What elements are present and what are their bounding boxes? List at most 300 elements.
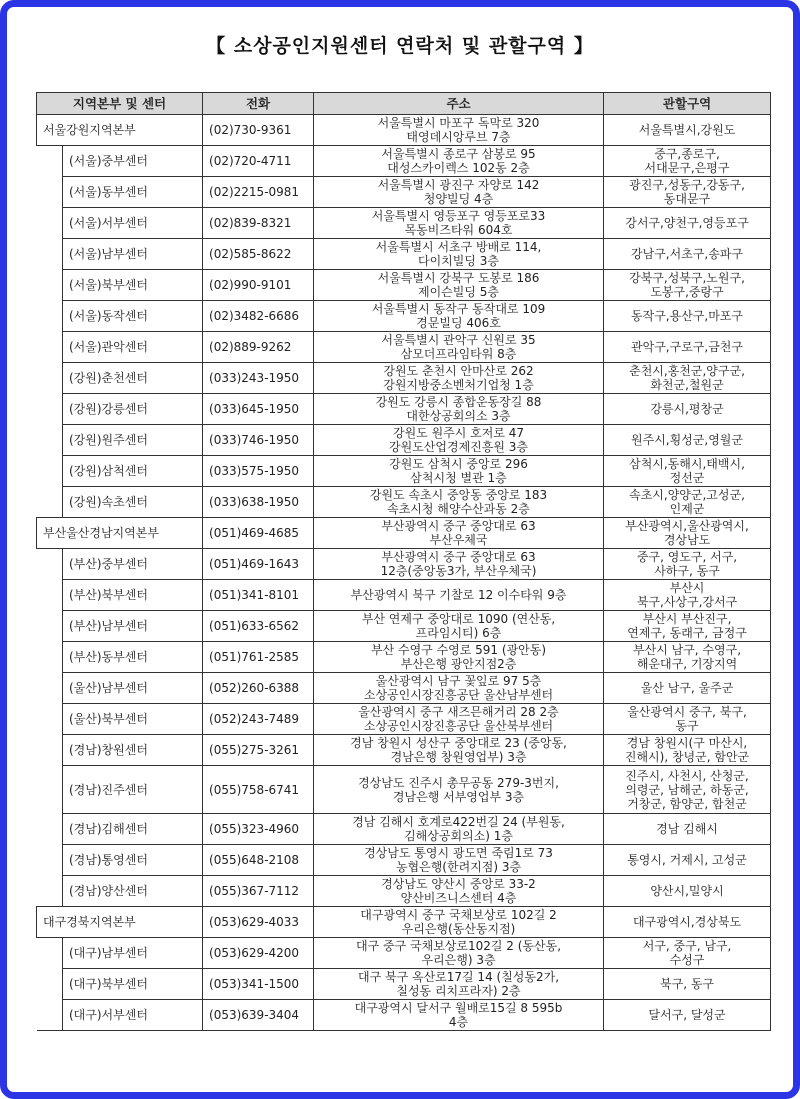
indent-spacer (37, 845, 63, 876)
address-line-2: 경문빌딩 406호 (416, 316, 501, 330)
center-name (63, 270, 203, 301)
center-name-text: (대구)북부센터 (69, 977, 148, 991)
address (314, 239, 604, 270)
center-name-text: (대구)남부센터 (69, 946, 148, 960)
table-row (37, 456, 771, 487)
phone-text: (02)720-4711 (209, 154, 292, 168)
phone-text: (02)730-9361 (209, 123, 292, 137)
indent-spacer (37, 704, 63, 735)
address-line-1: 서울특별시 마포구 독막로 320 (377, 116, 540, 130)
jurisdiction (604, 642, 771, 673)
address-line-1: 부산 수영구 수영로 591 (광안동) (370, 643, 547, 657)
address-line-1: 서울특별시 영등포구 영등포로33 (371, 209, 546, 223)
table-row (37, 394, 771, 425)
center-name (63, 876, 203, 907)
table-row (37, 704, 771, 735)
center-name-text: (강원)원주센터 (69, 433, 148, 447)
center-name-text: (서울)관악센터 (69, 340, 148, 354)
jurisdiction-line-1: 동작구,용산구,마포구 (631, 309, 743, 323)
center-name-text: (서울)동부센터 (69, 185, 148, 199)
indent-spacer (37, 642, 63, 673)
table-row (37, 518, 771, 549)
address (314, 394, 604, 425)
address-line-1: 울산광역시 중구 새즈믄해거리 28 2층 (358, 705, 559, 719)
indent-spacer (37, 969, 63, 1000)
center-name-text: (울산)남부센터 (69, 681, 148, 695)
center-name (63, 456, 203, 487)
address (314, 270, 604, 301)
jurisdiction (604, 580, 771, 611)
phone-text: (055)367-7112 (209, 884, 300, 898)
center-name-text: (강원)속초센터 (69, 495, 148, 509)
center-name (63, 845, 203, 876)
center-name (63, 332, 203, 363)
jurisdiction (604, 394, 771, 425)
table-row (37, 332, 771, 363)
center-name-text: (경남)통영센터 (69, 853, 148, 867)
jurisdiction (604, 1000, 771, 1031)
address-line-2: 프라임시티) 6층 (415, 626, 502, 640)
jurisdiction (604, 549, 771, 580)
table-row (37, 642, 771, 673)
address-line-1: 경상남도 통영시 광도면 죽림1로 73 (364, 846, 553, 860)
jurisdiction-line-2: 정선군 (669, 471, 705, 485)
jurisdiction (604, 907, 771, 938)
address-line-2: 양산비즈니스센터 4층 (400, 891, 517, 905)
phone-text: (033)575-1950 (209, 464, 300, 478)
table-row (37, 270, 771, 301)
jurisdiction (604, 115, 771, 146)
hq-name-text: 대구경북지역본부 (43, 915, 136, 929)
address-line-1: 부산광역시 중구 중앙대로 63 (381, 550, 536, 564)
regional-hq-name (37, 907, 203, 938)
header-center: 지역본부 및 센터 (37, 93, 203, 115)
phone-number (203, 735, 314, 766)
phone-text: (02)889-9262 (209, 340, 292, 354)
phone-number (203, 938, 314, 969)
jurisdiction-line-1: 경남 김해시 (656, 822, 718, 836)
hq-name-text: 부산울산경남지역본부 (43, 526, 159, 540)
center-name (63, 611, 203, 642)
jurisdiction (604, 146, 771, 177)
address-line-2: 태영데시앙루브 7층 (406, 130, 511, 144)
table-row (37, 208, 771, 239)
address (314, 876, 604, 907)
phone-text: (052)260-6388 (209, 681, 300, 695)
phone-text: (02)2215-0981 (209, 185, 300, 199)
address-line-1: 강원도 강릉시 종합운동장길 88 (375, 395, 542, 409)
jurisdiction-line-1: 원주시,횡성군,영월군 (631, 433, 743, 447)
center-name (63, 146, 203, 177)
phone-text: (053)629-4200 (209, 946, 300, 960)
jurisdiction-line-1: 진주시, 사천시, 산청군, (625, 768, 749, 783)
phone-text: (051)469-1643 (209, 557, 300, 571)
indent-spacer (37, 332, 63, 363)
center-name-text: (서울)동작센터 (69, 309, 148, 323)
jurisdiction (604, 208, 771, 239)
indent-spacer (37, 301, 63, 332)
indent-spacer (37, 146, 63, 177)
address (314, 938, 604, 969)
table-body (37, 115, 771, 1031)
table-row (37, 876, 771, 907)
phone-text: (051)341-8101 (209, 588, 300, 602)
address-line-2: 우리은행(동산동지점) (401, 922, 516, 936)
center-name-text: (서울)서부센터 (69, 216, 148, 230)
table-row (37, 115, 771, 146)
address-line-1: 강원도 속초시 중앙동 중앙로 183 (369, 488, 548, 502)
table-row (37, 487, 771, 518)
table-header-row (37, 93, 771, 115)
address-line-2: 부산우체국 (429, 533, 488, 547)
table-row (37, 580, 771, 611)
phone-text: (055)323-4960 (209, 822, 300, 836)
address (314, 845, 604, 876)
jurisdiction-line-1: 부산시 남구, 수영구, (633, 643, 742, 657)
address-line-1: 경남 창원시 성산구 중앙대로 23 (중앙동, (350, 736, 567, 750)
address (314, 673, 604, 704)
address-line-2: 농협은행(한려지점) 3층 (395, 860, 522, 874)
indent-spacer (37, 456, 63, 487)
center-name-text: (부산)동부센터 (69, 650, 148, 664)
jurisdiction (604, 425, 771, 456)
indent-spacer (37, 487, 63, 518)
phone-text: (051)633-6562 (209, 619, 300, 633)
jurisdiction-line-2: 동대문구 (663, 192, 711, 206)
phone-text: (055)275-3261 (209, 743, 300, 757)
address-line-1: 대구 북구 옥산로17길 14 (칠성동2가, (357, 970, 560, 984)
center-name (63, 177, 203, 208)
jurisdiction (604, 876, 771, 907)
address (314, 814, 604, 845)
phone-text: (052)243-7489 (209, 712, 300, 726)
jurisdiction (604, 301, 771, 332)
address (314, 208, 604, 239)
address-line-1: 대구광역시 달서구 월배로15길 8 595b (354, 1001, 563, 1015)
center-name-text: (강원)삼척센터 (69, 464, 148, 478)
jurisdiction-line-1: 서울특별시,강원도 (638, 123, 736, 137)
phone-text: (053)629-4033 (209, 915, 300, 929)
phone-number (203, 332, 314, 363)
phone-number (203, 146, 314, 177)
jurisdiction (604, 735, 771, 766)
indent-spacer (37, 270, 63, 301)
center-name-text: (부산)남부센터 (69, 619, 148, 633)
jurisdiction-line-1: 대구광역시,경상북도 (632, 915, 742, 929)
jurisdiction (604, 518, 771, 549)
address-line-1: 서울특별시 강북구 도봉로 186 (377, 271, 540, 285)
jurisdiction-line-1: 중구,종로구, (654, 147, 720, 161)
phone-number (203, 301, 314, 332)
phone-number (203, 394, 314, 425)
jurisdiction (604, 487, 771, 518)
page-title: 【 소상공인지원센터 연락처 및 관할구역 】 (206, 35, 594, 57)
center-name (63, 642, 203, 673)
jurisdiction-line-1: 광진구,성동구,강동구, (629, 178, 745, 192)
address-line-1: 대구광역시 중구 국채보상로 102길 2 (360, 908, 557, 922)
center-name (63, 704, 203, 735)
address-line-1: 강원도 삼척시 중앙로 296 (389, 457, 528, 471)
phone-text: (053)341-1500 (209, 977, 300, 991)
center-name-text: (서울)중부센터 (69, 154, 148, 168)
address-line-1: 서울특별시 서초구 방배로 114, (375, 240, 542, 254)
jurisdiction-line-2: 북구,사상구,강서구 (636, 595, 738, 609)
address (314, 518, 604, 549)
indent-spacer (37, 1000, 63, 1031)
jurisdiction-line-2: 사하구, 동구 (654, 564, 720, 578)
jurisdiction (604, 673, 771, 704)
phone-number (203, 518, 314, 549)
address-line-2: 경남은행 서부영업부 3층 (392, 789, 525, 804)
address-line-2: 강원도산업경제진흥원 3층 (389, 440, 528, 454)
table-row (37, 1000, 771, 1031)
table-row (37, 907, 771, 938)
indent-spacer (37, 673, 63, 704)
jurisdiction-line-1: 서구, 중구, 남구, (642, 939, 732, 953)
indent-spacer (37, 735, 63, 766)
indent-spacer (37, 876, 63, 907)
phone-number (203, 363, 314, 394)
jurisdiction-line-1: 삼척시,동해시,태백시, (629, 457, 745, 471)
center-name-text: (울산)북부센터 (69, 712, 148, 726)
address-line-1: 서울특별시 동작구 동작대로 109 (371, 302, 546, 316)
address-line-1: 울산광역시 남구 꽃잎로 97 5층 (375, 674, 542, 688)
address-line-2: 소상공인시장진흥공단 울산북부센터 (363, 719, 554, 733)
header-jurisdiction: 관할구역 (604, 93, 771, 115)
center-name (63, 580, 203, 611)
center-name-text: (강원)강릉센터 (69, 402, 148, 416)
jurisdiction-line-1: 경남 창원시(구 마산시, (626, 736, 748, 750)
jurisdiction (604, 814, 771, 845)
header-address: 주소 (314, 93, 604, 115)
center-name (63, 549, 203, 580)
table-row (37, 766, 771, 814)
jurisdiction-line-3: 거창군, 함양군, 합천군 (627, 796, 747, 811)
header-phone: 전화 (203, 93, 314, 115)
indent-spacer (37, 363, 63, 394)
jurisdiction (604, 611, 771, 642)
center-name (63, 1000, 203, 1031)
indent-spacer (37, 425, 63, 456)
contact-table (36, 92, 771, 1031)
address-line-1: 경상남도 진주시 총무공동 279-3번지, (358, 775, 559, 790)
address (314, 735, 604, 766)
phone-text: (02)3482-6686 (209, 309, 300, 323)
indent-spacer (37, 580, 63, 611)
indent-spacer (37, 611, 63, 642)
jurisdiction-line-1: 달서구, 달성군 (648, 1008, 726, 1022)
phone-number (203, 907, 314, 938)
jurisdiction-line-1: 관악구,구로구,금천구 (631, 340, 743, 354)
address-line-1: 서울특별시 관악구 신원로 35 (381, 333, 536, 347)
regional-hq-name (37, 115, 203, 146)
center-name (63, 394, 203, 425)
jurisdiction-line-1: 강릉시,평창군 (650, 402, 724, 416)
address-line-2: 제이슨빌딩 5층 (418, 285, 500, 299)
indent-spacer (37, 938, 63, 969)
address-line-2: 대성스카이렉스 102동 2층 (387, 161, 530, 175)
center-name-text: (서울)남부센터 (69, 247, 148, 261)
address (314, 301, 604, 332)
address-line-2: 강원지방중소벤처기업청 1층 (383, 378, 534, 392)
phone-number (203, 704, 314, 735)
jurisdiction-line-1: 중구, 영도구, 서구, (636, 550, 738, 564)
address (314, 907, 604, 938)
phone-number (203, 969, 314, 1000)
jurisdiction (604, 177, 771, 208)
jurisdiction-line-1: 통영시, 거제시, 고성군 (627, 853, 747, 867)
phone-number (203, 1000, 314, 1031)
indent-spacer (37, 394, 63, 425)
center-name-text: (경남)진주센터 (69, 782, 148, 797)
phone-number (203, 270, 314, 301)
table-row (37, 969, 771, 1000)
phone-text: (033)243-1950 (209, 371, 300, 385)
address-line-1: 서울특별시 종로구 삼봉로 95 (381, 147, 536, 161)
phone-number (203, 456, 314, 487)
jurisdiction (604, 938, 771, 969)
address (314, 487, 604, 518)
jurisdiction-line-2: 동구 (675, 719, 699, 733)
address-line-2: 우리은행) 3층 (421, 953, 496, 967)
phone-text: (055)648-2108 (209, 853, 300, 867)
phone-number (203, 642, 314, 673)
address-line-2: 대한상공회의소 3층 (406, 409, 511, 423)
jurisdiction-line-2: 서대문구,은평구 (644, 161, 730, 175)
indent-spacer (37, 208, 63, 239)
center-name (63, 814, 203, 845)
jurisdiction (604, 845, 771, 876)
jurisdiction (604, 363, 771, 394)
center-name-text: (경남)김해센터 (69, 822, 148, 836)
indent-spacer (37, 239, 63, 270)
hq-name-text: 서울강원지역본부 (43, 123, 136, 137)
address (314, 425, 604, 456)
address-line-2: 4층 (448, 1015, 469, 1029)
address-line-1: 강원도 춘천시 안마산로 262 (383, 364, 534, 378)
phone-number (203, 845, 314, 876)
jurisdiction-line-1: 울산 남구, 울주군 (640, 681, 734, 695)
table-row (37, 611, 771, 642)
address-line-1: 경상남도 양산시 중앙로 33-2 (381, 877, 536, 891)
center-name (63, 487, 203, 518)
jurisdiction-line-1: 부산시 (669, 581, 705, 595)
center-name (63, 735, 203, 766)
address-line-2: 삼척시청 별관 1층 (410, 471, 507, 485)
address-line-2: 경남은행 창원영업부) 3층 (390, 750, 527, 764)
phone-number (203, 766, 314, 814)
address-line-2: 칠성동 리치프라자) 2층 (396, 984, 521, 998)
jurisdiction-line-2: 도봉구,중랑구 (650, 285, 724, 299)
jurisdiction-line-2: 해운대구, 기장지역 (636, 657, 738, 671)
center-name (63, 301, 203, 332)
table-row (37, 845, 771, 876)
table-row (37, 549, 771, 580)
phone-number (203, 611, 314, 642)
phone-text: (02)839-8321 (209, 216, 292, 230)
address-line-1: 경남 김해시 호계로422번길 24 (부원동, (352, 815, 565, 829)
center-name-text: (경남)창원센터 (69, 743, 148, 757)
jurisdiction-line-1: 울산광역시 중구, 북구, (627, 705, 747, 719)
address-line-1: 서울특별시 광진구 자양로 142 (377, 178, 540, 192)
address-line-1: 강원도 원주시 호저로 47 (392, 426, 525, 440)
center-name (63, 938, 203, 969)
address (314, 580, 604, 611)
address-line-1: 부산광역시 중구 중앙대로 63 (381, 519, 536, 533)
center-name-text: (부산)북부센터 (69, 588, 148, 602)
jurisdiction-line-1: 부산광역시,울산광역시, (625, 519, 749, 533)
table-row (37, 363, 771, 394)
phone-text: (033)746-1950 (209, 433, 300, 447)
address (314, 177, 604, 208)
table-row (37, 938, 771, 969)
jurisdiction-line-2: 화천군,철원군 (650, 378, 724, 392)
table-row (37, 177, 771, 208)
jurisdiction (604, 704, 771, 735)
jurisdiction-line-1: 북구, 동구 (660, 977, 715, 991)
indent-spacer (37, 766, 63, 814)
phone-number (203, 549, 314, 580)
jurisdiction-line-1: 속초시,양양군,고성군, (629, 488, 745, 502)
address-line-2: 속초시청 해양수산과동 2층 (387, 502, 530, 516)
phone-number (203, 425, 314, 456)
center-name-text: (서울)북부센터 (69, 278, 148, 292)
center-name (63, 673, 203, 704)
jurisdiction (604, 239, 771, 270)
jurisdiction-line-1: 강남구,서초구,송파구 (631, 247, 743, 261)
phone-number (203, 239, 314, 270)
phone-text: (033)638-1950 (209, 495, 300, 509)
address (314, 549, 604, 580)
address-line-2: 소상공인시장진흥공단 울산남부센터 (363, 688, 554, 702)
jurisdiction-line-1: 양산시,밀양시 (650, 884, 724, 898)
jurisdiction-line-1: 부산시 부산진구, (642, 612, 732, 626)
phone-number (203, 115, 314, 146)
phone-number (203, 487, 314, 518)
jurisdiction (604, 332, 771, 363)
center-name-text: (강원)춘천센터 (69, 371, 148, 385)
address-line-1: 부산 연제구 중앙대로 1090 (연산동, (361, 612, 556, 626)
phone-number (203, 177, 314, 208)
address-line-2: 삼모더프라임타워 8층 (400, 347, 517, 361)
phone-text: (051)469-4685 (209, 526, 300, 540)
address (314, 332, 604, 363)
phone-text: (053)639-3404 (209, 1008, 300, 1022)
jurisdiction-line-2: 수성구 (669, 953, 705, 967)
jurisdiction (604, 456, 771, 487)
phone-number (203, 580, 314, 611)
indent-spacer (37, 814, 63, 845)
address (314, 146, 604, 177)
address-line-1: 부산광역시 북구 기찰로 12 이수타워 9층 (350, 588, 567, 602)
center-name (63, 969, 203, 1000)
table-row (37, 301, 771, 332)
address (314, 1000, 604, 1031)
address-line-2: 다이치빌딩 3층 (418, 254, 500, 268)
address (314, 363, 604, 394)
regional-hq-name (37, 518, 203, 549)
center-name-text: (부산)중부센터 (69, 557, 148, 571)
jurisdiction-line-1: 춘천시,홍천군,양구군, (629, 364, 745, 378)
jurisdiction (604, 969, 771, 1000)
table-row (37, 239, 771, 270)
phone-number (203, 208, 314, 239)
indent-spacer (37, 549, 63, 580)
phone-text: (02)585-8622 (209, 247, 292, 261)
address (314, 642, 604, 673)
table-row (37, 673, 771, 704)
phone-text: (055)758-6741 (209, 782, 300, 797)
